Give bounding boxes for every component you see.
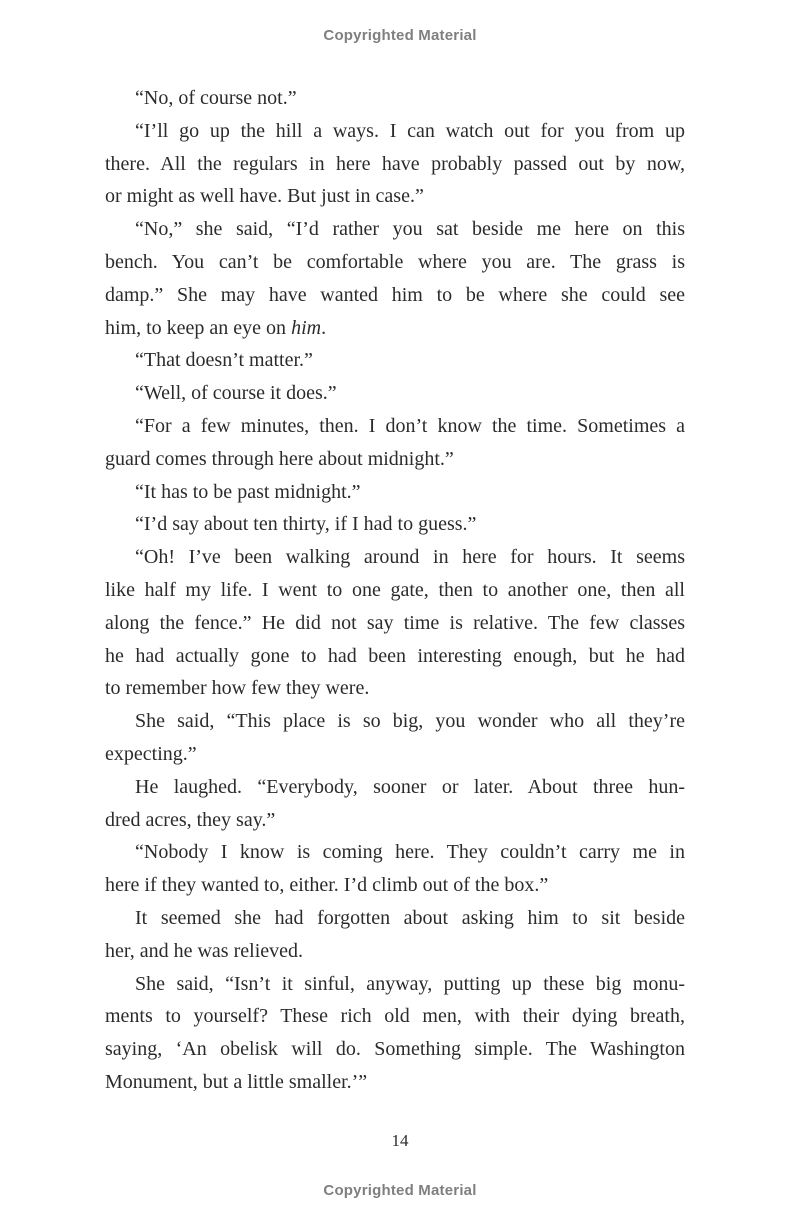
text-line: dred acres, they say.” xyxy=(105,808,276,831)
text-line: “I’d say about ten thirty, if I had to guess.” xyxy=(135,513,477,536)
paragraph xyxy=(105,541,685,705)
text-line: here if they wanted to, either. I’d climb out of the box.” xyxy=(105,874,549,897)
text-line: “Oh! I’ve been walking around in here for hours. It seems xyxy=(135,546,685,569)
text-line: bench. You can’t be comfortable where you are. The grass is xyxy=(105,250,685,273)
paragraph xyxy=(105,508,685,541)
text-line: It seemed she had forgotten about asking him to sit beside xyxy=(135,906,685,929)
text-line: “That doesn’t matter.” xyxy=(135,349,313,372)
text-line: to remember how few they were. xyxy=(105,677,370,700)
text-line xyxy=(105,312,685,345)
text-line: ments to yourself? These rich old men, with their dying breath, xyxy=(105,1005,685,1028)
italic-text: him xyxy=(291,316,322,339)
text-line: “No, of course not.” xyxy=(135,87,297,109)
text-line: “Nobody I know is coming here. They couldn’t carry me in xyxy=(135,841,685,864)
copyright-banner-top: Copyrighted Material xyxy=(323,27,477,44)
page-number: 14 xyxy=(391,1131,409,1150)
paragraph xyxy=(105,836,685,902)
text-line: saying, ‘An obelisk will do. Something simple. The Washington xyxy=(105,1038,685,1061)
text-line: guard comes through here about midnight.” xyxy=(105,447,454,470)
paragraph xyxy=(105,82,685,115)
paragraph xyxy=(105,410,685,476)
text-line: her, and he was relieved. xyxy=(105,939,303,962)
paragraph xyxy=(105,476,685,509)
text-line: “I’ll go up the hill a ways. I can watch out for you from up xyxy=(135,119,685,142)
text-line: or might as well have. But just in case.” xyxy=(105,185,424,208)
paragraph xyxy=(105,968,685,1099)
text-line: “For a few minutes, then. I don’t know the time. Sometimes a xyxy=(135,414,685,437)
text-line: along the fence.” He did not say time is relative. The few classes xyxy=(105,611,685,634)
text-line: like half my life. I went to one gate, then to another one, then all xyxy=(105,578,685,601)
page-text xyxy=(105,82,685,1099)
text-line: She said, “Isn’t it sinful, anyway, putting up these big monu- xyxy=(135,972,685,995)
paragraph xyxy=(105,344,685,377)
paragraph xyxy=(105,771,685,837)
text-line: Monument, but a little smaller.’” xyxy=(105,1070,368,1093)
text-line: “Well, of course it does.” xyxy=(135,382,337,405)
text-line: “It has to be past midnight.” xyxy=(135,480,361,503)
text-line: expecting.” xyxy=(105,742,197,765)
text-line: He laughed. “Everybody, sooner or later. About three hun- xyxy=(135,775,685,798)
text-segment: . xyxy=(321,316,327,339)
paragraph xyxy=(105,705,685,771)
copyright-banner-bottom: Copyrighted Material xyxy=(323,1182,477,1199)
text-line: damp.” She may have wanted him to be where she could see xyxy=(105,283,685,306)
text-line: “No,” she said, “I’d rather you sat beside me here on this xyxy=(135,218,685,241)
paragraph xyxy=(105,213,685,344)
text-segment: him, to keep an eye on xyxy=(105,316,292,339)
text-line: he had actually gone to had been interesting enough, but he had xyxy=(105,644,685,667)
paragraph xyxy=(105,377,685,410)
paragraph xyxy=(105,902,685,968)
paragraph xyxy=(105,115,685,213)
text-line: there. All the regulars in here have probably passed out by now, xyxy=(105,152,685,175)
text-line: She said, “This place is so big, you wonder who all they’re xyxy=(135,710,685,733)
